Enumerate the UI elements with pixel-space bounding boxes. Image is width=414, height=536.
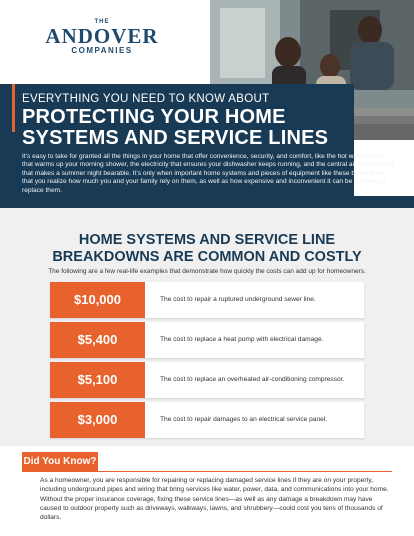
cost-item xyxy=(50,282,364,318)
did-you-know-divider xyxy=(22,471,392,472)
section-title-line2: BREAKDOWNS ARE COMMON AND COSTLY xyxy=(52,249,362,265)
hero-intro: It’s easy to take for granted all the things in your home that offer convenience, security, and comfort, like the hot water heater that warms up your morning shower, the electricity that ensures your dishwasher keeps running, and the central air conditioning that makes a summer night bearable. It’s only when important home systems and pieces of equipment like these break down that you realize how much you and your family rely on them, as well as how expensive and inconvenient it can be to repair or replace them. xyxy=(22,153,394,194)
hero-title-line2: SYSTEMS AND SERVICE LINES xyxy=(22,127,329,149)
logo-name: ANDOVER xyxy=(45,24,159,48)
hero-text xyxy=(22,84,402,195)
cost-amount: $3,000 xyxy=(50,402,145,438)
cost-amount: $5,100 xyxy=(50,362,145,398)
cost-description: The cost to repair damages to an electrical service panel. xyxy=(160,416,328,423)
cost-description: The cost to repair a ruptured underground sewer line. xyxy=(160,296,316,303)
cost-amount: $10,000 xyxy=(50,282,145,318)
section-subtitle: The following are a few real-life examples that demonstrate how quickly the costs can add up for homeowners. xyxy=(48,268,366,275)
did-you-know-label: Did You Know? xyxy=(22,452,98,472)
cost-item xyxy=(50,322,364,358)
section-title-line1: HOME SYSTEMS AND SERVICE LINE xyxy=(78,232,336,248)
hero-title-line1: PROTECTING YOUR HOME xyxy=(22,106,286,128)
section-title xyxy=(0,232,414,266)
cost-item xyxy=(50,402,364,438)
did-you-know-text: As a homeowner, you are responsible for repairing or replacing damaged service lines if they are on your property, including underground pipes and wiring that bring services like water, power, data, and communications into your home. Without the proper insurance coverage, fixing these service lines—as well as any damage a breakdown may have caused to outdoor property such as driveways, walkways, lawns, and shrubbery—could cost you tens of thousands of dollars. xyxy=(40,477,389,522)
hero-kicker: EVERYTHING YOU NEED TO KNOW ABOUT xyxy=(22,93,270,105)
cost-item xyxy=(50,362,364,398)
company-logo xyxy=(22,18,182,56)
hero-band xyxy=(0,196,414,208)
accent-bar xyxy=(12,84,15,132)
cost-description: The cost to replace a heat pump with electrical damage. xyxy=(160,336,324,343)
logo-sub: COMPANIES xyxy=(71,46,133,55)
cost-amount: $5,400 xyxy=(50,322,145,358)
cost-description: The cost to replace an overheated air-conditioning compressor. xyxy=(160,376,345,383)
logo-the: THE xyxy=(94,19,110,25)
